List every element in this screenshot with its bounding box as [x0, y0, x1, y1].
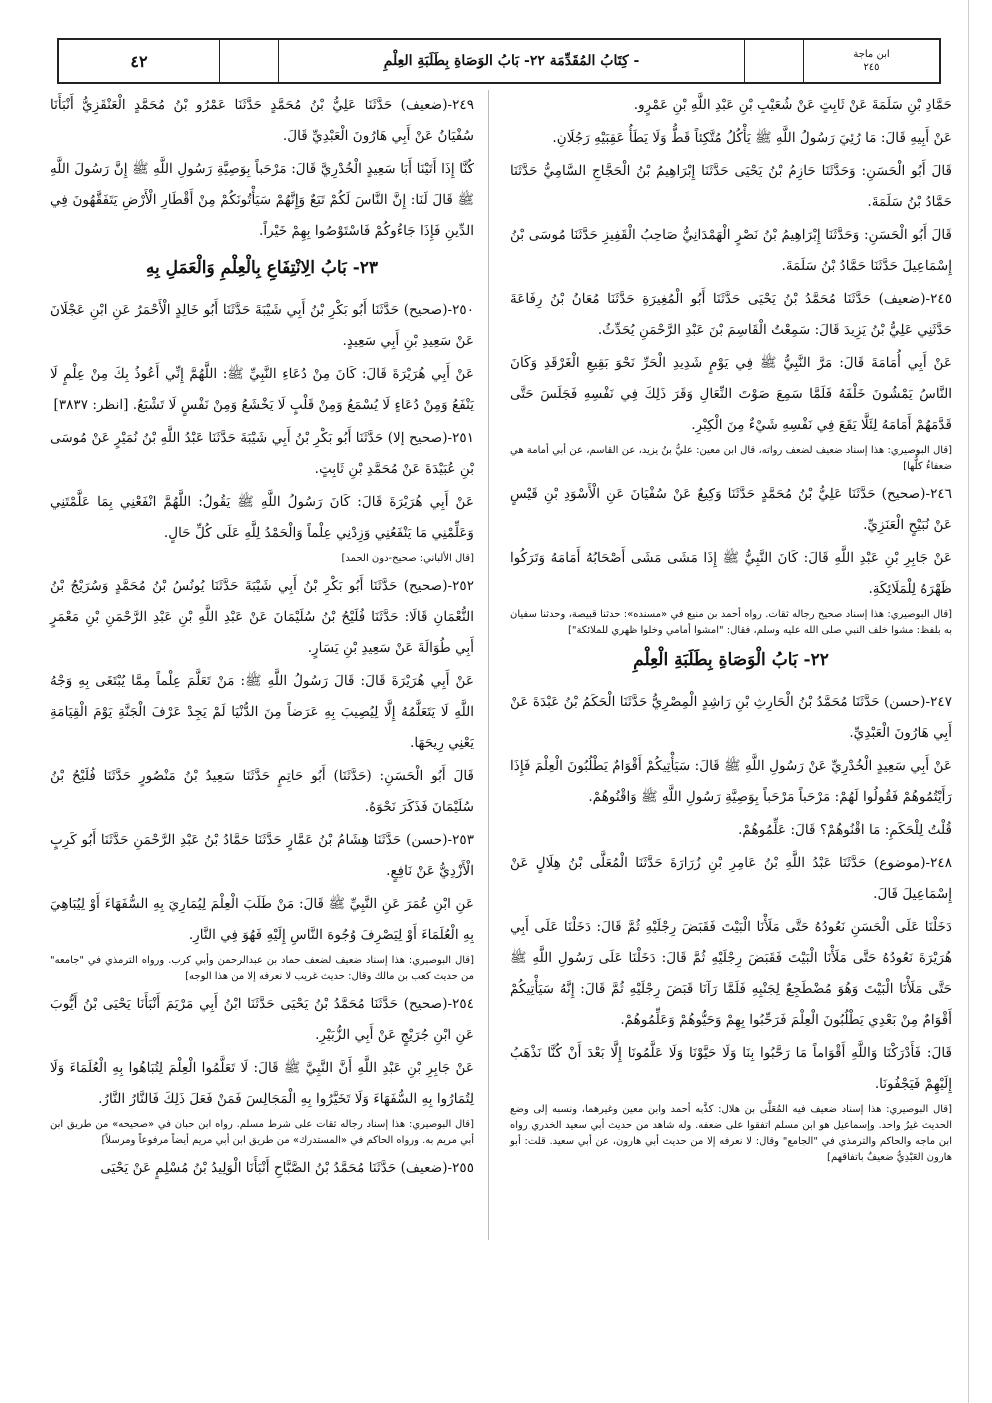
hadith-paragraph: كُنَّا إِذَا أَتَيْنَا أَبَا سَعِيدٍ الْخُدْرِيَّ قَالَ: مَرْحَباً بِوَصِيَّةِ رَسُولِ اللَّهِ ﷺ إِنَّ رَسُولَ اللَّهِ ﷺ قَالَ لَنَا: إِنَّ النَّاسَ لَكُمْ تَبَعٌ وَإِنَّهُمْ سَيَأْتُونَكُمْ مِنْ أَقْطَارِ الْأَرْضِ يَتَفَقَّهُونَ فِي الدِّينِ فَإِذَا جَاءُوكُمْ فَاسْتَوْصُوا بِهِمْ خَيْراً.: [50, 161, 474, 239]
chapter-heading: ٢٢- بَابُ الْوَصَاةِ بِطَلَبَةِ الْعِلْمِ: [633, 650, 829, 670]
hadith-paragraph: قَالَ أَبُو الْحَسَنِ: وَحَدَّثَنَا إِبْرَاهِيمُ بْنُ نَصْرٍ الْهَمْدَانِيُّ صَاحِبُ الْقَفِيزِ حَدَّثَنَا مُوسَى بْنُ إِسْمَاعِيلَ حَدَّثَنَا حَمَّادُ بْنُ سَلَمَةَ.: [510, 227, 952, 274]
hadith-paragraph: قَالَ أَبُو الْحَسَنِ: وَحَدَّثَنَا حَازِمُ بْنُ يَحْيَى حَدَّثَنَا إِبْرَاهِيمُ بْنُ الْحَجَّاجِ السَّامِيُّ حَدَّثَنَا حَمَّادُ بْنُ سَلَمَةَ.: [510, 163, 952, 210]
commentary-note: [قال البوصيري: هذا إسناد ضعيف لضعف رواته، قال ابن معين: عليُّ بنُ يزيد، عن القاسم، عن أبي أمامة هي ضعفاءُ كلُّها]: [510, 445, 952, 472]
hadith-paragraph: عَنْ أَبِي هُرَيْرَةَ قَالَ: كَانَ رَسُولُ اللَّهِ ﷺ يَقُولُ: اللَّهُمَّ انْفَعْنِي بِمَا عَلَّمْتَنِي وَعَلِّمْنِي مَا يَنْفَعُنِي وَزِدْنِي عِلْماً وَالْحَمْدُ لِلَّهِ عَلَى كُلِّ حَالٍ.: [50, 494, 474, 541]
hadith-paragraph: دَخَلْنَا عَلَى الْحَسَنِ نَعُودُهُ حَتَّى مَلَأْنَا الْبَيْتَ فَقَبَضَ رِجْلَيْهِ ثُمَّ قَالَ: دَخَلْنَا عَلَى أَبِي هُرَيْرَةَ نَعُودُهُ حَتَّى مَلَأْنَا الْبَيْتَ فَقَبَضَ رِجْلَيْهِ ثُمَّ قَالَ: دَخَلْنَا عَلَى رَسُولِ اللَّهِ ﷺ حَتَّى مَلَأْنَا الْبَيْتَ وَهُوَ مُضْطَجِعٌ لِجَنْبِهِ فَلَمَّا رَآنَا قَبَضَ رِجْلَيْهِ ثُمَّ قَالَ: إِنَّهُ سَيَأْتِيكُمْ أَقْوَامٌ مِنْ بَعْدِي يَطْلُبُونَ الْعِلْمَ فَرَحِّبُوا بِهِمْ وَحَيُّوهُمْ وَعَلِّمُوهُمْ.: [510, 919, 952, 1028]
commentary-note: [قال الألباني: صحيح-دون الحمد]: [341, 553, 474, 564]
hadith-paragraph: ٢٤٧-(حسن) حَدَّثَنَا مُحَمَّدُ بْنُ الْحَارِثِ بْنِ رَاشِدٍ الْمِصْرِيُّ حَدَّثَنَا الْحَكَمُ بْنُ عَبْدَةَ عَنْ أَبِي هَارُونَ الْعَبْدِيِّ.: [510, 694, 952, 741]
commentary-note: [قال البوصيري: هذا إسناد ضعيف لضعف حماد بن عبدالرحمن وأبي كرب. ورواه الترمذي في "جامعه" من حديث كعب بن مالك وقال: حديث غريب لا نعرفه إلا من هذا الوجه]: [50, 955, 474, 982]
chapter-heading: ٢٣- بَابُ الِانْتِفَاعِ بِالْعِلْمِ وَالْعَمَلِ بِهِ: [145, 258, 379, 278]
hadith-paragraph: حَمَّادِ بْنِ سَلَمَةَ عَنْ ثَابِتٍ عَنْ شُعَيْبِ بْنِ عَبْدِ اللَّهِ بْنِ عَمْرٍو.: [633, 97, 952, 113]
commentary-note: [قال البوصيري: هذا إسناد صحيح رجاله ثقات. رواه أحمد بن منيع في «مسنده»: حدثنا قبيصة، وحدثنا سفيان به بلفظ: مشوا خلف النبي صلى الله عليه وسلم، فقال: "امشوا أمامي وخلوا ظهري للملائكة"]: [510, 609, 952, 636]
hadith-paragraph: عَنِ ابْنِ عُمَرَ عَنِ النَّبِيِّ ﷺ قَالَ: مَنْ طَلَبَ الْعِلْمَ لِيُمَارِيَ بِهِ السُّفَهَاءَ أَوْ لِيُبَاهِيَ بِهِ الْعُلَمَاءَ أَوْ لِيَصْرِفَ وُجُوهَ النَّاسِ إِلَيْهِ فَهُوَ فِي النَّارِ.: [50, 896, 474, 943]
reference-cell: [803, 40, 939, 82]
running-title: - كِتَابُ المُقَدِّمَة ٢٢- بَابُ الوَصَاةِ بِطَلَبَةِ العِلْمِ: [278, 40, 744, 82]
hadith-paragraph: ٢٥٠-(صحيح) حَدَّثَنَا أَبُو بَكْرِ بْنُ أَبِي شَيْبَةَ حَدَّثَنَا أَبُو خَالِدٍ الْأَحْمَرُ عَنِ ابْنِ عَجْلَانَ عَنْ سَعِيدِ بْنِ أَبِي سَعِيدٍ.: [50, 302, 474, 349]
hadith-paragraph: عَنْ جَابِرِ بْنِ عَبْدِ اللَّهِ أَنَّ النَّبِيَّ ﷺ قَالَ: لَا تَعَلَّمُوا الْعِلْمَ لِتُبَاهُوا بِهِ الْعُلَمَاءَ وَلَا لِتُمَارُوا بِهِ السُّفَهَاءَ وَلَا تَخَيَّرُوا بِهِ الْمَجَالِسَ فَمَنْ فَعَلَ ذَلِكَ فَالنَّارُ النَّارُ.: [50, 1060, 474, 1107]
column-divider: [488, 90, 489, 1240]
header-blank-cell: [744, 40, 803, 82]
hadith-paragraph: ٢٤٦-(صحيح) حَدَّثَنَا عَلِيُّ بْنُ مُحَمَّدٍ حَدَّثَنَا وَكِيعٌ عَنْ سُفْيَانَ عَنِ الْأَسْوَدِ بْنِ قَيْسٍ عَنْ نُبَيْحٍ الْعَنَزِيِّ.: [510, 486, 952, 533]
commentary-note: [قال البوصيري: هذا إسناد ضعيف فيه المُعَلَّى بن هلال: كذَّبه أحمد وابن معين وغيرهما، ونسبه إلى وضع الحديث غيرُ واحد. وإسماعيل هو ابن مسلم اتفقوا على ضعفه. وله شاهد من حديث أبي سعيد الخدري رواه ابن ماجه والحاكم والترمذي في "الجامع" وقال: لا نعرفه إلا من حديث أبي هارون، عن أبي سعيد. قلت: أبو هارون العَبْدِيُّ ضعيفٌ باتفاقهم]: [510, 1104, 952, 1163]
hadith-paragraph: ٢٤٥-(ضعيف) حَدَّثَنَا مُحَمَّدُ بْنُ يَحْيَى حَدَّثَنَا أَبُو الْمُغِيرَةِ حَدَّثَنَا مُعَانُ بْنُ رِفَاعَةَ حَدَّثَنِي عَلِيُّ بْنُ يَزِيدَ قَالَ: سَمِعْتُ الْقَاسِمَ بْنَ عَبْدِ الرَّحْمَنِ يُحَدِّثُ.: [510, 291, 952, 338]
page-number: ٤٢: [130, 51, 148, 71]
hadith-paragraph: عَنْ أَبِي أُمَامَةَ قَالَ: مَرَّ النَّبِيُّ ﷺ فِي يَوْمٍ شَدِيدِ الْحَرِّ نَحْوَ بَقِيعِ الْغَرْقَدِ وَكَانَ النَّاسُ يَمْشُونَ خَلْفَهُ فَلَمَّا سَمِعَ صَوْتَ النِّعَالِ وَقَرَ ذَلِكَ فِي نَفْسِهِ فَجَلَسَ حَتَّى قَدَّمَهُمْ أَمَامَهُ لِئَلَّا يَقَعَ فِي نَفْسِهِ شَيْءٌ مِنَ الْكِبْرِ.: [510, 355, 952, 433]
hadith-paragraph: عَنْ أَبِي هُرَيْرَةَ قَالَ: كَانَ مِنْ دُعَاءِ النَّبِيِّ ﷺ: اللَّهُمَّ إِنِّي أَعُوذُ بِكَ مِنْ عِلْمٍ لَا يَنْفَعُ وَمِنْ دُعَاءٍ لَا يُسْمَعُ وَمِنْ قَلْبٍ لَا يَخْشَعُ وَمِنْ نَفْسٍ لَا تَشْبَعُ. [انظر: ٣٨٣٧]: [50, 366, 474, 413]
hadith-paragraph: ٢٥٢-(صحيح) حَدَّثَنَا أَبُو بَكْرِ بْنُ أَبِي شَيْبَةَ حَدَّثَنَا يُونُسُ بْنُ مُحَمَّدٍ وَسُرَيْجُ بْنُ النُّعْمَانِ قَالَا: حَدَّثَنَا فُلَيْحُ بْنُ سُلَيْمَانَ عَنْ عَبْدِ اللَّهِ بْنِ عَبْدِ الرَّحْمَنِ بْنِ مَعْمَرٍ أَبِي طُوَالَةَ عَنْ سَعِيدِ بْنِ يَسَارٍ.: [50, 578, 474, 656]
hadith-paragraph: ٢٥٤-(صحيح) حَدَّثَنَا مُحَمَّدُ بْنُ يَحْيَى حَدَّثَنَا ابْنُ أَبِي مَرْيَمَ أَنْبَأَنَا يَحْيَى بْنُ أَيُّوبَ عَنِ ابْنِ جُرَيْجٍ عَنْ أَبِي الزُّبَيْرِ.: [50, 996, 474, 1043]
hadith-paragraph: ٢٥١-(صحيح إلا) حَدَّثَنَا أَبُو بَكْرِ بْنُ أَبِي شَيْبَةَ حَدَّثَنَا عَبْدُ اللَّهِ بْنُ نُمَيْرٍ عَنْ مُوسَى بْنِ عُبَيْدَةَ عَنْ مُحَمَّدِ بْنِ ثَابِتٍ.: [50, 430, 474, 477]
hadith-paragraph: عَنْ أَبِي سَعِيدٍ الْخُدْرِيِّ عَنْ رَسُولِ اللَّهِ ﷺ قَالَ: سَيَأْتِيكُمْ أَقْوَامٌ يَطْلُبُونَ الْعِلْمَ فَإِذَا رَأَيْتُمُوهُمْ فَقُولُوا لَهُمْ: مَرْحَباً مَرْحَباً بِوَصِيَّةِ رَسُولِ اللَّهِ ﷺ وَاقْنُوهُمْ.: [510, 758, 952, 805]
hadith-paragraph: قَالَ: فَأَدْرَكْنَا وَاللَّهِ أَقْوَاماً مَا رَحَّبُوا بِنَا وَلَا حَيَّوْنَا وَلَا عَلَّمُونَا إِلَّا بَعْدَ أَنْ كُنَّا نَذْهَبُ إِلَيْهِمْ فَيَجْفُونَا.: [510, 1045, 952, 1092]
hadith-paragraph: قُلْتُ لِلْحَكَمِ: مَا اقْنُوهُمْ؟ قَالَ: عَلِّمُوهُمْ.: [738, 822, 952, 838]
hadith-paragraph: ٢٥٣-(حسن) حَدَّثَنَا هِشَامُ بْنُ عَمَّارٍ حَدَّثَنَا حَمَّادُ بْنُ عَبْدِ الرَّحْمَنِ حَدَّثَنَا أَبُو كَرِبٍ الْأَزْدِيُّ عَنْ نَافِعٍ.: [50, 832, 474, 879]
page-edge-line: [968, 0, 969, 1403]
page-header: [57, 38, 941, 84]
reference-name: ابن ماجة: [853, 49, 890, 60]
right-text-column: [510, 90, 952, 1170]
hadith-paragraph: عَنْ أَبِيهِ قَالَ: مَا رُئِيَ رَسُولُ اللَّهِ ﷺ يَأْكُلُ مُتَّكِئاً قَطُّ وَلَا يَطَأُ عَقِبَيْهِ رَجُلَانِ.: [552, 130, 952, 146]
reference-number: ٢٤٥: [863, 62, 880, 73]
left-text-column: [50, 90, 474, 1186]
hadith-paragraph: ٢٥٥-(ضعيف) حَدَّثَنَا مُحَمَّدُ بْنُ الصَّبَّاحِ أَنْبَأَنَا الْوَلِيدُ بْنُ مُسْلِمٍ عَنْ يَحْيَى: [100, 1160, 474, 1176]
hadith-paragraph: ٢٤٩-(ضعيف) حَدَّثَنَا عَلِيُّ بْنُ مُحَمَّدٍ حَدَّثَنَا عَمْرُو بْنُ مُحَمَّدٍ الْعَنْقَزِيُّ أَنْبَأَنَا سُفْيَانُ عَنْ أَبِي هَارُونَ الْعَبْدِيِّ قَالَ.: [50, 97, 474, 144]
hadith-paragraph: عَنْ جَابِرِ بْنِ عَبْدِ اللَّهِ قَالَ: كَانَ النَّبِيُّ ﷺ إِذَا مَشَى مَشَى أَصْحَابُهُ أَمَامَهُ وَتَرَكُوا ظَهْرَهُ لِلْمَلَائِكَةِ.: [510, 550, 952, 597]
hadith-paragraph: ٢٤٨-(موضوع) حَدَّثَنَا عَبْدُ اللَّهِ بْنُ عَامِرِ بْنِ زُرَارَةَ حَدَّثَنَا الْمُعَلَّى بْنُ هِلَالٍ عَنْ إِسْمَاعِيلَ قَالَ.: [510, 855, 952, 902]
header-blank-cell: [219, 40, 278, 82]
commentary-note: [قال البوصيري: هذا إسناد رجاله ثقات على شرط مسلم. رواه ابن حبان في «صحيحه» من طريق ابن أبي مريم به. ورواه الحاكم في «المستدرك» من طريق ابن أبي مريم أيضاً مرفوعاً ومرسلاً]: [50, 1119, 474, 1146]
hadith-paragraph: عَنْ أَبِي هُرَيْرَةَ قَالَ: قَالَ رَسُولُ اللَّهِ ﷺ: مَنْ تَعَلَّمَ عِلْماً مِمَّا يُبْتَغَى بِهِ وَجْهُ اللَّهِ لَا يَتَعَلَّمُهُ إِلَّا لِيُصِيبَ بِهِ عَرَضاً مِنَ الدُّنْيَا لَمْ يَجِدْ عَرْفَ الْجَنَّةِ يَوْمَ الْقِيَامَةِ يَعْنِي رِيحَهَا.: [50, 673, 474, 751]
hadith-paragraph: قَالَ أَبُو الْحَسَنِ: (حَدَّثَنَا) أَبُو حَاتِمٍ حَدَّثَنَا سَعِيدُ بْنُ مَنْصُورٍ حَدَّثَنَا فُلَيْحُ بْنُ سُلَيْمَانَ فَذَكَرَ نَحْوَهُ.: [50, 768, 474, 815]
